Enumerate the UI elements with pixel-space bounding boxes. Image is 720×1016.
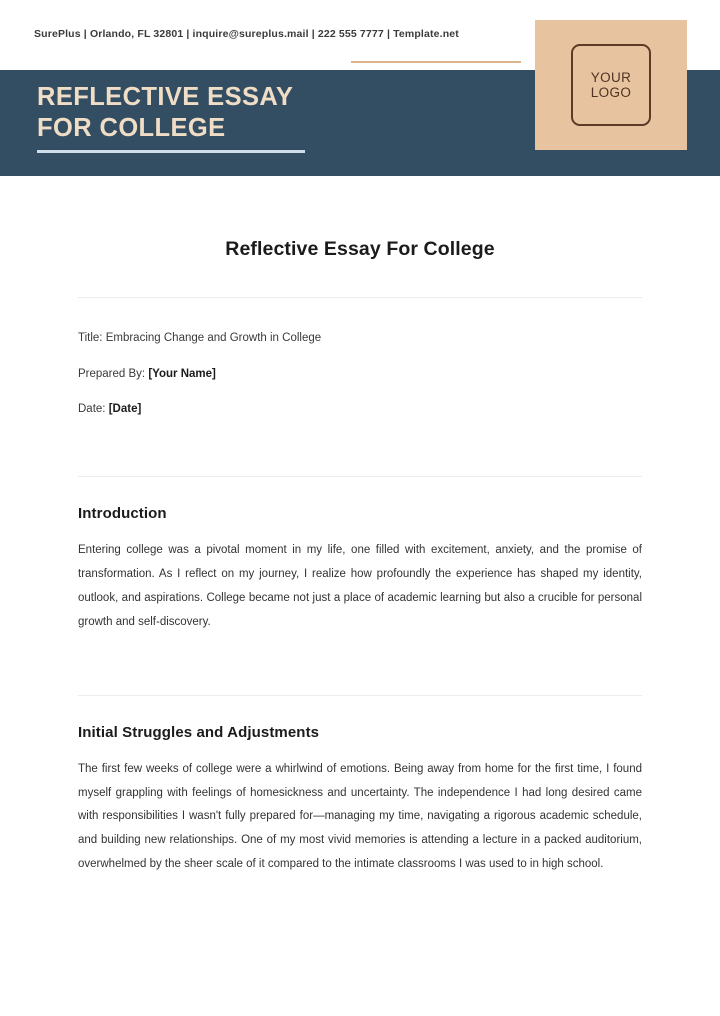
meta-value-date: [Date] (108, 403, 142, 416)
meta-row-date (78, 401, 642, 418)
section-initial-struggles (78, 696, 642, 878)
header-title-line-2: FOR COLLEGE (37, 114, 226, 143)
section-introduction (78, 477, 642, 661)
logo-placeholder-box (571, 44, 651, 126)
section-heading-initial-struggles: Initial Struggles and Adjustments (78, 723, 320, 741)
meta-value-title: Embracing Change and Growth in College (105, 332, 322, 344)
section-heading-introduction: Introduction (78, 505, 167, 523)
meta-value-prepared-by: [Your Name] (148, 367, 216, 380)
document-body (0, 176, 720, 877)
header-accent-rule (351, 61, 521, 63)
header-title-underline (37, 150, 305, 153)
logo-text-line-2: LOGO (590, 85, 632, 100)
meta-label-title: Title: (78, 332, 103, 344)
header-title (37, 82, 293, 144)
document-header (0, 0, 720, 176)
meta-label-date: Date: (78, 403, 106, 416)
section-paragraph-introduction: Entering college was a pivotal moment in my life, one filled with excitement, anxiety, and the promise of transformation. As I reflect on my journey, I realize how profoundly the experience has shaped my identity, outlook, and aspirations. College became not just a place of academic learning but also a crucible for personal growth and self-discovery. (78, 544, 642, 628)
header-title-line-1: REFLECTIVE ESSAY (37, 83, 294, 111)
metadata-block (78, 298, 642, 448)
page-title: Reflective Essay For College (225, 238, 495, 260)
meta-label-prepared-by: Prepared By: (78, 367, 146, 380)
contact-info-line: SurePlus | Orlando, FL 32801 | inquire@sureplus.mail | 222 555 7777 | Template.net (34, 28, 459, 40)
logo-panel (535, 20, 687, 150)
meta-row-prepared-by (78, 366, 642, 383)
logo-text-line-1: YOUR (590, 69, 632, 85)
meta-row-title (78, 330, 642, 347)
section-paragraph-initial-struggles: The first few weeks of college were a whirlwind of emotions. Being away from home for the first time, I found myself grappling with feelings of homesickness and uncertainty. The independence I had long desired came with responsibilities I wasn't fully prepared for—managing my time, navigating a rigorous academic schedule, and building new relationships. One of my most vivid memories is attending a lecture in a packed auditorium, overwhelmed by the sheer scale of it compared to the intimate classrooms I was used to in high school. (78, 762, 642, 871)
